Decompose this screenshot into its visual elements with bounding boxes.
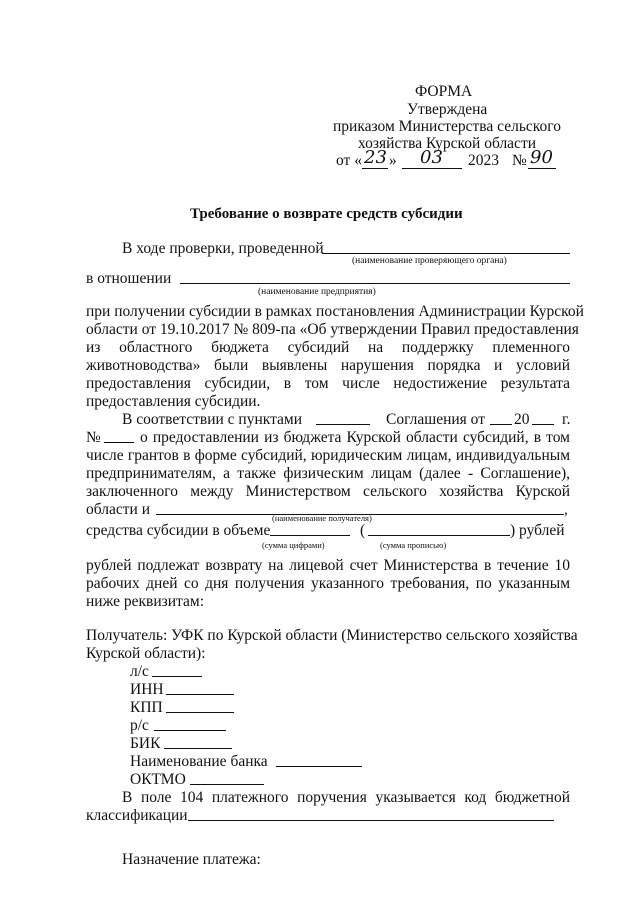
- oktmo-field[interactable]: [190, 784, 264, 785]
- p1-line-2: области от 19.10.2017 № 809-па «Об утверждении Правил предоставления: [86, 321, 579, 338]
- p3-start: средства субсидии в объеме: [86, 522, 271, 539]
- date-year: 2023: [468, 152, 499, 169]
- bank-name-label: Наименование банка: [130, 753, 268, 770]
- approved-label: Утверждена: [407, 101, 488, 118]
- agreement-day-field[interactable]: [490, 424, 512, 425]
- date-day-underline: [362, 168, 388, 169]
- number-sign: №: [512, 152, 527, 169]
- inn-field[interactable]: [166, 694, 234, 695]
- settlement-account-label: р/с: [130, 717, 149, 734]
- amount-digits-field[interactable]: [270, 535, 350, 536]
- oktmo-label: ОКТМО: [130, 771, 186, 788]
- words-caption: (сумма прописью): [380, 540, 447, 550]
- p1-line-3: из областного бюджета субсидий на поддержку племенного: [86, 339, 570, 356]
- agreement-year-field[interactable]: [532, 424, 554, 425]
- p1-regarding: в отношении: [86, 270, 172, 287]
- p3-paren-close: ) рублей: [510, 522, 565, 539]
- p2-line-5: заключенного между Министерством сельского хозяйства Курской: [86, 483, 570, 500]
- kbk-line-1: В поле 104 платежного поручения указывается код бюджетной: [122, 789, 570, 806]
- p2-start: В соответствии с пунктами: [122, 411, 303, 428]
- digits-caption: (сумма цифрами): [262, 540, 325, 550]
- clauses-field[interactable]: [316, 424, 370, 425]
- p3-line-3: рабочих дней со дня получения указанного требования, по указанным: [86, 575, 570, 592]
- p3-line-4: ниже реквизитам:: [86, 593, 204, 610]
- kpp-label: КПП: [130, 699, 163, 716]
- date-prefix: от «: [336, 152, 362, 169]
- amount-words-field[interactable]: [368, 535, 510, 536]
- inn-label: ИНН: [130, 681, 164, 698]
- p1-line-4: животноводства» были выявлены нарушения порядка и условий: [86, 357, 570, 374]
- date-month: 03: [420, 147, 443, 168]
- form-label: ФОРМА: [415, 83, 473, 100]
- p1-line-6: предоставления субсидии.: [86, 393, 261, 410]
- order-line-1: приказом Министерства сельского: [333, 118, 562, 135]
- date-month-underline: [402, 168, 462, 169]
- enterprise-caption: (наименование предприятия): [258, 287, 376, 297]
- account-field[interactable]: [152, 676, 202, 677]
- p2-line-3: числе грантов в форме субсидий, юридическим лицам, индивидуальным: [86, 447, 570, 464]
- recipient-line-1: Получатель: УФК по Курской области (Министерство сельского хозяйства: [86, 627, 578, 644]
- recipient-caption: (наименование получателя): [272, 513, 372, 523]
- p2-agreement-from: Соглашения от: [386, 411, 486, 428]
- p2-line-2: о предоставлении из бюджета Курской области субсидий, в том: [140, 429, 570, 446]
- p3-line-2: рублей подлежат возврату на лицевой счет Министерства в течение 10: [86, 557, 570, 574]
- inspector-org-field[interactable]: [322, 253, 570, 254]
- enterprise-field[interactable]: [180, 283, 570, 284]
- document-title: Требование о возврате средств субсидии: [190, 206, 463, 222]
- p1-start: В ходе проверки, проведенной: [122, 240, 324, 257]
- p1-line-5: предоставления субсидии, в том числе недостижение результата: [86, 375, 570, 392]
- agreement-number-field[interactable]: [104, 442, 134, 443]
- kpp-field[interactable]: [166, 712, 234, 713]
- bank-name-field[interactable]: [276, 766, 362, 767]
- order-line-2: хозяйства Курской области: [358, 135, 537, 152]
- kbk-line-2: классификации: [86, 807, 188, 824]
- payment-purpose-label: Назначение платежа:: [122, 851, 261, 868]
- date-day: 23: [364, 147, 387, 168]
- p2-year-prefix: 20: [514, 411, 530, 428]
- order-number: 90: [530, 147, 553, 168]
- kbk-field[interactable]: [188, 820, 554, 821]
- p2-number-sign: №: [86, 429, 101, 446]
- p2-year-suffix: г.: [562, 411, 571, 428]
- bik-field[interactable]: [164, 748, 232, 749]
- p2-comma: ,: [564, 501, 568, 518]
- date-close-quote: »: [389, 152, 397, 169]
- p2-line-4: предпринимателям, а также физическим лицам (далее - Соглашение),: [86, 465, 570, 482]
- number-underline: [528, 168, 556, 169]
- p1-line-1: при получении субсидии в рамках постановления Администрации Курской: [86, 303, 584, 320]
- inspector-org-caption: (наименование проверяющего органа): [352, 256, 507, 266]
- p2-region-and: области и: [86, 501, 150, 518]
- recipient-line-2: Курской области):: [86, 645, 206, 662]
- account-label: л/с: [130, 663, 149, 680]
- bik-label: БИК: [130, 735, 161, 752]
- p3-paren-open: (: [360, 522, 366, 539]
- settlement-account-field[interactable]: [154, 730, 226, 731]
